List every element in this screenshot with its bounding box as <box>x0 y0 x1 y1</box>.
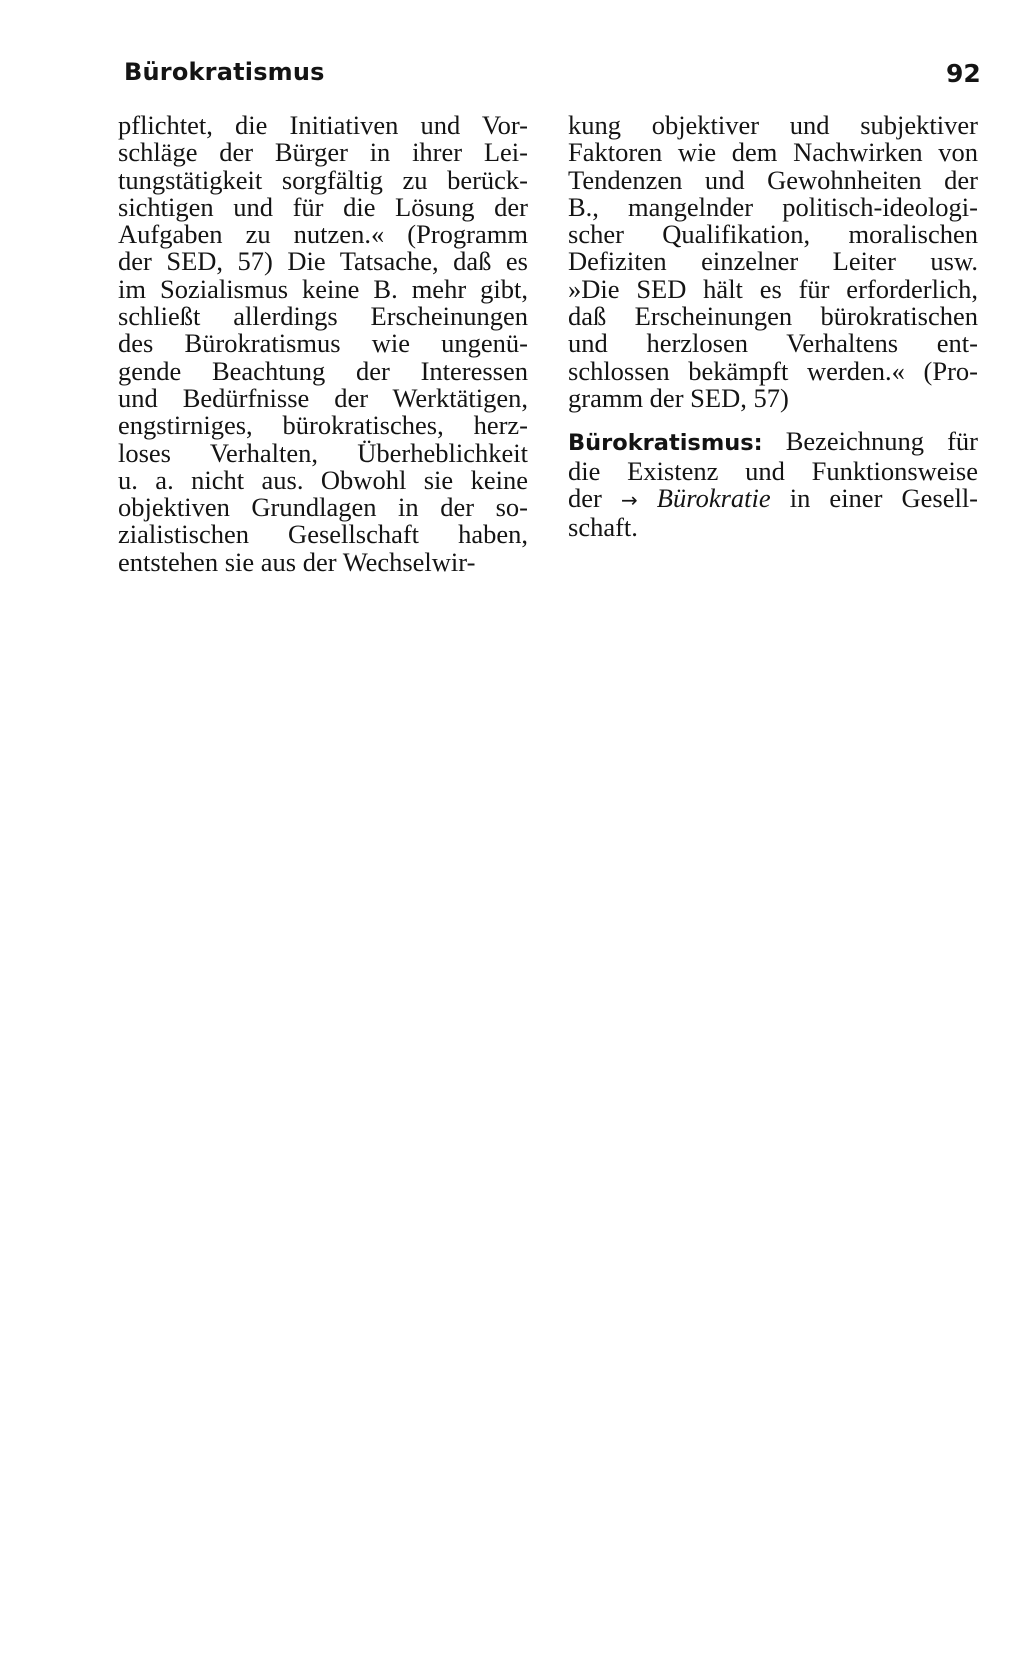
entry-text: in einer Gesell- <box>770 482 979 513</box>
left-column <box>118 112 528 576</box>
text-line: sichtigen und für die Lösung der <box>118 191 528 222</box>
text-line: gende Beachtung der Interessen <box>118 355 528 386</box>
text-line: der SED, 57) Die Tatsache, daß es <box>118 246 528 277</box>
text-line: entstehen sie aus der Wechselwir- <box>118 546 476 577</box>
text-line: schlossen bekämpft werden.« (Pro- <box>568 355 978 386</box>
text-line: schläge der Bürger in ihrer Lei- <box>118 137 528 168</box>
text-line: schließt allerdings Erscheinungen <box>118 301 528 332</box>
entry-definition-start: Bezeichnung für <box>762 426 978 457</box>
text-line: des Bürokratismus wie ungenü- <box>118 328 528 359</box>
text-line: und herzlosen Verhaltens ent- <box>568 328 978 359</box>
text-line: u. a. nicht aus. Obwohl sie keine <box>118 464 528 495</box>
entry-line: schaft. <box>568 512 638 543</box>
text-line: engstirniges, bürokratisches, herz- <box>118 410 528 441</box>
cross-reference-link[interactable]: Bürokratie <box>656 482 771 513</box>
text-line: Aufgaben zu nutzen.« (Programm <box>118 219 528 250</box>
running-head <box>0 58 1024 98</box>
entry-term: Bürokratismus: <box>568 430 763 457</box>
text-line: Tendenzen und Gewohnheiten der <box>568 164 978 195</box>
text-line: daß Erscheinungen bürokratischen <box>568 301 978 332</box>
text-line: im Sozialismus keine B. mehr gibt, <box>118 273 528 304</box>
text-line: »Die SED hält es für erforderlich, <box>568 273 978 304</box>
dictionary-entry <box>568 428 978 541</box>
text-line: zialistischen Gesellschaft haben, <box>118 519 528 550</box>
text-line: B., mangelnder politisch-ideologi- <box>568 191 978 222</box>
entry-line: die Existenz und Funktionsweise <box>568 455 978 486</box>
entry-line <box>568 482 979 514</box>
text-line: pflichtet, die Initiativen und Vor- <box>118 110 528 140</box>
entry-text: der <box>568 482 621 513</box>
text-line: Defiziten einzelner Leiter usw. <box>568 246 978 277</box>
text-line: Faktoren wie dem Nachwirken von <box>568 137 978 168</box>
running-head-title: Bürokratismus <box>124 58 325 86</box>
text-line: tungstätigkeit sorgfältig zu berück- <box>118 164 528 195</box>
text-line: und Bedürfnisse der Werktätigen, <box>118 382 528 413</box>
right-column <box>568 112 978 541</box>
entry-line <box>568 428 978 457</box>
text-line: kung objektiver und subjektiver <box>568 110 978 140</box>
cross-reference-arrow-icon: → <box>620 487 638 512</box>
text-line: gramm der SED, 57) <box>568 382 789 413</box>
text-line: objektiven Grundlagen in der so- <box>118 492 528 523</box>
text-line: loses Verhalten, Überheblichkeit <box>118 437 528 468</box>
page-number: 92 <box>946 59 981 88</box>
text-line: scher Qualifikation, moralischen <box>568 219 978 250</box>
